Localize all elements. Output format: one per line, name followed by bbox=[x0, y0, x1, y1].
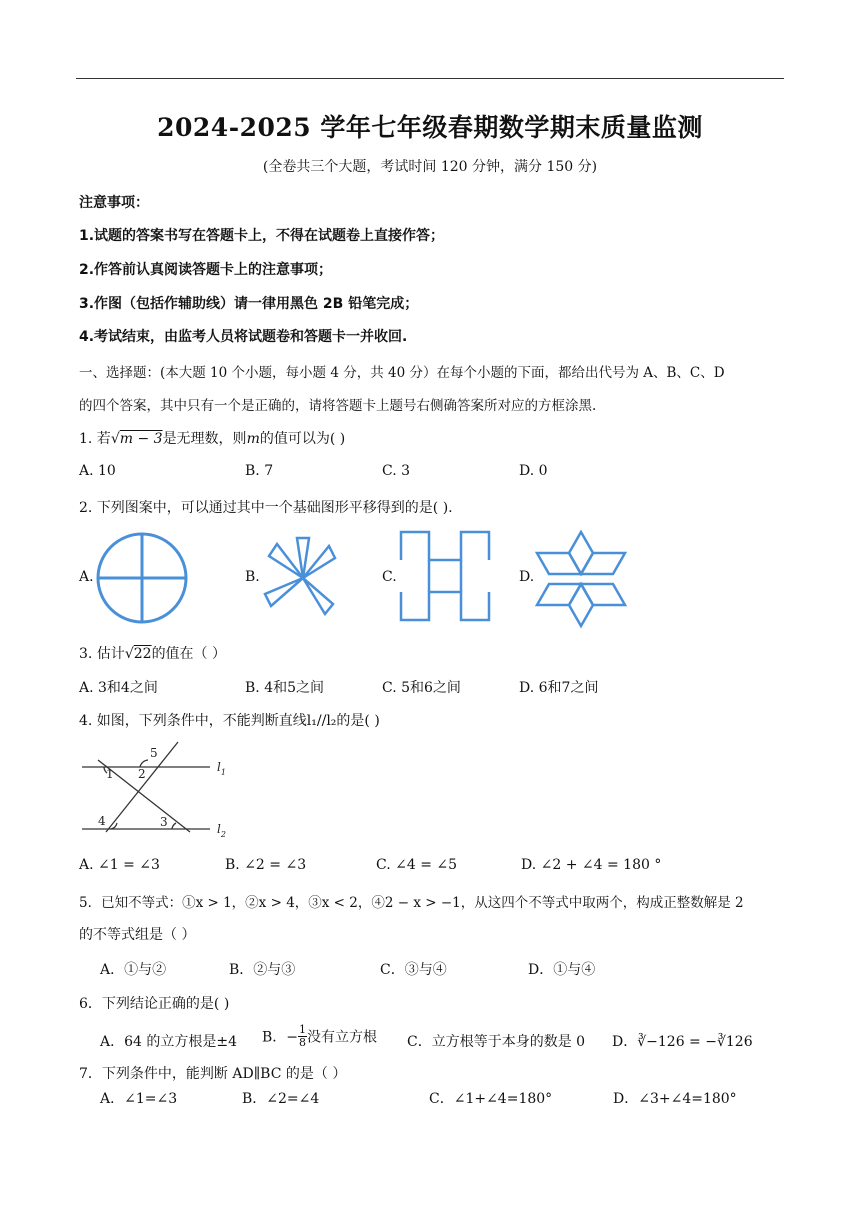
note-item-4: 4.考试结束，由监考人员将试题卷和答题卡一并收回. bbox=[79, 329, 408, 345]
q2-option-d: D. bbox=[519, 569, 535, 585]
q6-frac-den: 8 bbox=[299, 1036, 307, 1049]
notes-heading: 注意事项： bbox=[79, 195, 149, 211]
q5-option-b: B．②与③ bbox=[229, 962, 296, 978]
question-7: 7．下列条件中，能判断 AD∥BC 的是（ ） bbox=[79, 1066, 347, 1082]
q1-var: m bbox=[246, 431, 260, 447]
q3-option-d: D. 6和7之间 bbox=[519, 680, 599, 696]
q1-option-a: A. 10 bbox=[79, 463, 116, 479]
page-subtitle: (全卷共三个大题，考试时间 120 分钟，满分 150 分) bbox=[262, 159, 598, 175]
q1-radicand: m − 3 bbox=[119, 431, 163, 447]
q2-option-a: A. bbox=[79, 569, 94, 585]
page-title: 2024-2025 学年七年级春期数学期末质量监测 bbox=[157, 113, 703, 142]
question-1 bbox=[79, 428, 345, 448]
angle-label-2: 2 bbox=[138, 767, 146, 781]
note-item-2: 2.作答前认真阅读答题卡上的注意事项； bbox=[79, 262, 333, 278]
line-label-l2 bbox=[217, 822, 226, 839]
angle-label-4: 4 bbox=[98, 814, 106, 828]
q5-option-c: C．③与④ bbox=[380, 962, 447, 978]
question-5-line1: 5．已知不等式：①x > 1，②x > 4，③x < 2，④2 − x > −1，从这四个不等式中取两个，构成正整数解是 2 bbox=[79, 895, 744, 911]
q7-option-c: C．∠1+∠4=180° bbox=[429, 1091, 553, 1107]
q1-suffix2: 的值可以为( ) bbox=[259, 431, 346, 447]
l2-subscript: 2 bbox=[220, 830, 226, 839]
q2-option-b: B. bbox=[245, 569, 260, 585]
question-3 bbox=[79, 643, 226, 663]
top-rule bbox=[76, 78, 784, 79]
circle-cross-figure bbox=[96, 532, 188, 624]
sqrt-icon: √ bbox=[124, 646, 134, 662]
question-2: 2. 下列图案中，可以通过其中一个基础图形平移得到的是( ). bbox=[79, 500, 453, 516]
q1-prefix: 1. 若 bbox=[79, 431, 111, 447]
q6-frac-num: 1 bbox=[299, 1023, 307, 1036]
angle-label-1: 1 bbox=[106, 767, 114, 781]
parallel-lines-figure bbox=[80, 740, 240, 840]
q6-option-b bbox=[262, 1024, 377, 1049]
angle-label-3: 3 bbox=[160, 815, 168, 829]
question-5-line2: 的不等式组是（ ） bbox=[79, 927, 196, 943]
q4-option-d: D. ∠2 + ∠4 = 180 ° bbox=[521, 857, 662, 873]
note-item-1: 1.试题的答案书写在答题卡上，不得在试题卷上直接作答； bbox=[79, 228, 445, 244]
line-label-l1 bbox=[217, 760, 226, 777]
angle-label-5: 5 bbox=[150, 746, 158, 760]
question-4: 4. 如图，下列条件中，不能判断直线l₁//l₂的是( ) bbox=[79, 713, 380, 729]
q1-suffix1: 是无理数，则 bbox=[162, 431, 247, 447]
q4-option-a: A. ∠1 = ∠3 bbox=[79, 857, 160, 873]
q5-option-d: D．①与④ bbox=[528, 962, 596, 978]
q4-option-c: C. ∠4 = ∠5 bbox=[376, 857, 458, 873]
q2-option-c: C. bbox=[382, 569, 397, 585]
q3-prefix: 3. 估计 bbox=[79, 646, 125, 662]
q7-option-d: D．∠3+∠4=180° bbox=[613, 1091, 737, 1107]
q3-option-b: B. 4和5之间 bbox=[245, 680, 325, 696]
q6-option-a: A．64 的立方根是±4 bbox=[100, 1034, 238, 1050]
q3-option-a: A. 3和4之间 bbox=[79, 680, 158, 696]
q6-optB-prefix: B．− bbox=[262, 1029, 299, 1046]
q3-radicand: 22 bbox=[133, 646, 152, 662]
four-squares-figure bbox=[399, 530, 491, 622]
q4-option-b: B. ∠2 = ∠3 bbox=[225, 857, 307, 873]
q1-option-d: D. 0 bbox=[519, 463, 548, 479]
l2-letter: l bbox=[217, 822, 221, 836]
l1-letter: l bbox=[217, 760, 221, 774]
q3-option-c: C. 5和6之间 bbox=[382, 680, 461, 696]
l1-subscript: 1 bbox=[220, 768, 226, 777]
note-item-3: 3.作图（包括作辅助线）请一律用黑色 2B 铅笔完成； bbox=[79, 296, 419, 312]
section1-instructions-line2: 的四个答案，其中只有一个是正确的，请将答题卡上题号右侧确答案所对应的方框涂黑. bbox=[79, 398, 597, 414]
star-rhombus-figure bbox=[535, 530, 627, 630]
q3-suffix: 的值在（ ） bbox=[151, 646, 227, 662]
pinwheel-figure bbox=[262, 532, 344, 624]
question-6: 6．下列结论正确的是( ) bbox=[79, 996, 230, 1012]
q7-option-a: A．∠1=∠3 bbox=[100, 1091, 178, 1107]
q6-fraction bbox=[298, 1024, 307, 1049]
q6-option-d: D．∛−126 = −∛126 bbox=[612, 1034, 753, 1050]
q1-option-c: C. 3 bbox=[382, 463, 411, 479]
q5-option-a: A．①与② bbox=[100, 962, 167, 978]
section1-instructions-line1: 一、选择题：(本大题 10 个小题，每小题 4 分，共 40 分）在每个小题的下面，都给出代号为 A、B、C、D bbox=[79, 365, 725, 381]
q6-optB-suffix: 没有立方根 bbox=[307, 1029, 378, 1046]
q1-option-b: B. 7 bbox=[245, 463, 274, 479]
q7-option-b: B．∠2=∠4 bbox=[242, 1091, 320, 1107]
q6-option-c: C．立方根等于本身的数是 0 bbox=[407, 1034, 586, 1050]
sqrt-icon: √ bbox=[110, 431, 120, 447]
